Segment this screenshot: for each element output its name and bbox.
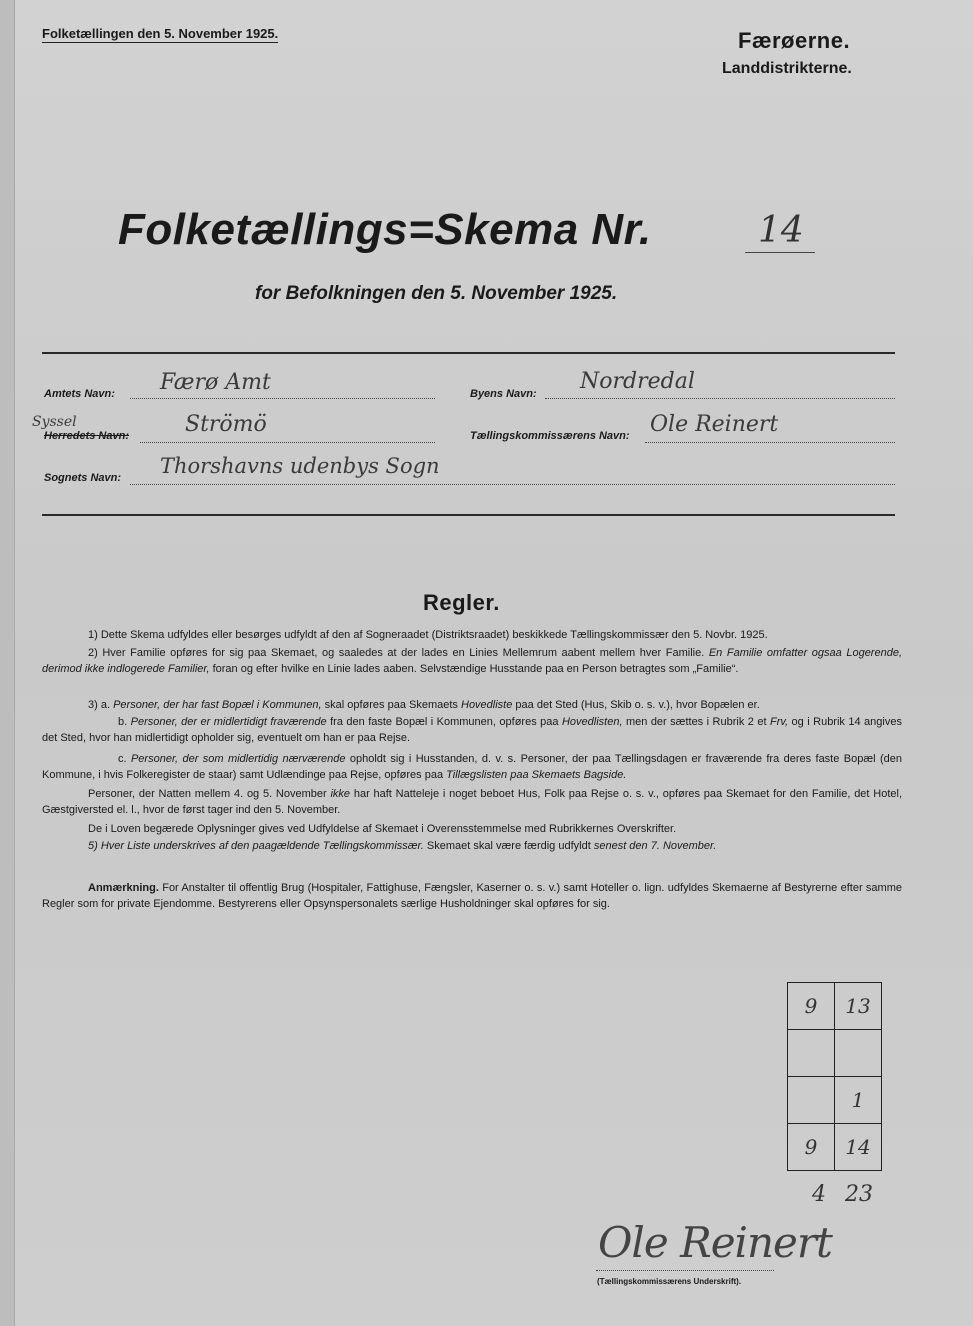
by-label: Byens Navn: [470, 388, 537, 400]
rule-3d-text: Personer, der Natten mellem 4. og 5. November [88, 788, 327, 800]
table-row [788, 1124, 882, 1171]
rule-5-text: Skemaet skal være færdig udfyldt [426, 840, 591, 852]
rule-3d-text-2: har haft Natteleje i noget beboet Hus, Folk paa Rejse o. s. v., opføres paa Skemaet for den Familie, det Hotel, Gæstgiversted el. l., hvor de først tager ind den 5. November. [42, 788, 903, 816]
tally-table [787, 982, 882, 1171]
tally-cell: 9 [788, 983, 835, 1030]
form-number: 14 [758, 210, 804, 251]
amt-label: Amtets Navn: [44, 388, 115, 400]
rule-3b-text-2: men der sættes i Rubrik 2 et [625, 716, 767, 728]
signature-caption: (Tællingskommissærens Underskrift). [597, 1277, 742, 1286]
rule-3a-italic-2: Hovedliste [461, 699, 513, 711]
rule-2-text-b: foran og efter hvilke en Linie lades aaben. Selvstændige Husstande paa en Person betragtes som „Familie“. [212, 663, 739, 675]
rules-heading: Regler. [423, 590, 500, 615]
rule-3a-text: skal opføres paa Skemaets [324, 699, 458, 711]
rule-3d-italic: ikke [330, 788, 351, 800]
rule-5 [42, 838, 902, 854]
rule-3b-text: fra den faste Bopæl i Kommunen, opføres paa [330, 716, 559, 728]
herred-value: Strömö [185, 412, 267, 437]
signature-line [596, 1270, 774, 1271]
top-divider [42, 352, 895, 354]
form-number-line [745, 252, 815, 253]
rule-3c-text: opholdt sig i Husstanden, d. v. s. Personer, der paa Tællingsdagen er fraværende fra deres faste Bopæl (den Kommune, i hvis Folkeregister de staar) samt Udlændinge paa Rejse, opføres paa [42, 753, 902, 781]
rule-3b-italic: Personer, der er midlertidigt fraværende [130, 716, 327, 728]
census-header-line: Folketællingen den 5. November 1925. [42, 26, 279, 41]
region-label: Færøerne. [738, 28, 851, 53]
form-title: Folketællings=Skema Nr. [118, 205, 652, 254]
tally-cell: 13 [835, 983, 882, 1030]
sogn-label: Sognets Navn: [44, 472, 122, 484]
rule-3a-text-2: paa det Sted (Hus, Skib o. s. v.), hvor Bopælen er. [515, 699, 760, 711]
herred-label: Herredets Navn: [44, 430, 129, 442]
amt-value: Færø Amt [160, 370, 271, 395]
rule-1: 1) Dette Skema udfyldes eller besørges udfyldt af den af Sogneraadet (Distriktsraadet) beskikkede Tællingskommissær den 5. Novbr. 1925. [88, 629, 768, 641]
rule-3a-italic: Personer, der har fast Bopæl i Kommunen, [113, 699, 322, 711]
rule-3c-italic: Personer, der som midlertidig nærværende [130, 753, 346, 765]
tally-cell [835, 1030, 882, 1077]
rule-5-italic-2: senest den 7. November. [593, 840, 717, 852]
tally-cell [788, 1077, 835, 1124]
bottom-divider [42, 514, 895, 516]
rule-2 [42, 645, 902, 677]
form-subtitle: for Befolkningen den 5. November 1925. [255, 283, 618, 304]
rule-3a: 3) a. Personer, der har fast Bopæl i Kommunen, skal opføres paa Skemaets Hovedliste paa det Sted (Hus, Skib o. s. v.), hvor Bopælen er. [88, 699, 760, 711]
table-row [788, 1077, 882, 1124]
note-label: Anmærkning. [88, 882, 159, 894]
district-label: Landdistrikterne. [722, 60, 852, 77]
note-text: For Anstalter til offentlig Brug (Hospitaler, Fattighuse, Fængsler, Kaserner o. s. v.) samt Hoteller o. lign. udfyldes Skemaerne af Bestyrerne efter samme Regler som for private Ejendomme. Bestyrerens eller Opsynspersonalets særlige Husholdninger skal opføres for sig. [42, 882, 902, 910]
rule-3b-italic-3: Frv, [769, 716, 789, 728]
rule-3c-italic-2: Tillægslisten paa Skemaets Bagside. [446, 769, 627, 781]
commissioner-value: Ole Reinert [650, 412, 779, 437]
commissioner-label: Tællingskommissærens Navn: [470, 430, 630, 442]
signature: Ole Reinert [598, 1218, 832, 1267]
by-value: Nordredal [580, 369, 695, 394]
tally-cell: 1 [835, 1077, 882, 1124]
sogn-value: Thorshavns udenbys Sogn [160, 454, 440, 478]
rule-4: De i Loven begærede Oplysninger gives ved Udfyldelse af Skemaet i Overensstemmelse med Rubrikkernes Overskrifter. [88, 823, 677, 835]
rule-3b-text-3: og i Rubrik 14 angives det Sted, hvor han midlertidigt opholder sig, eventuelt om han er paa Rejse. [42, 716, 902, 744]
tally-cell [788, 1030, 835, 1077]
table-row [788, 983, 882, 1030]
rule-3d [42, 786, 902, 818]
rule-5-italic: 5) Hver Liste underskrives af den paagældende Tællingskommissær. [88, 840, 424, 852]
tally-cell: 9 [788, 1124, 835, 1171]
herred-correction: Syssel [32, 414, 77, 430]
page-edge [0, 0, 15, 1326]
rule-2-italic: En Familie omfatter ogsaa Logerende, derimod ikke indlogerede Familier, [42, 647, 902, 675]
rule-3c: c. Personer, der som midlertidig nærværende opholdt sig i Husstanden, d. v. s. Personer, der paa Tællingsdagen er fraværende fra deres faste Bopæl (den Kommune, i hvis Folkeregister de staar) samt Udlændinge paa Rejse, opføres paa Tillægslisten paa Skemaets Bagside. [42, 753, 902, 781]
tally-total-right: 23 [845, 1182, 873, 1207]
table-row [788, 1030, 882, 1077]
rule-3b: b. Personer, der er midlertidigt fraværende fra den faste Bopæl i Kommunen, opføres paa Hovedlisten, men der sættes i Rubrik 2 et Frv, og i Rubrik 14 angives det Sted, hvor han midlertidigt opholder sig, eventuelt om han er paa Rejse. [42, 716, 902, 744]
tally-total-left: 4 [812, 1182, 826, 1207]
note [42, 880, 902, 912]
rule-2-text-a: 2) Hver Familie opføres for sig paa Skemaet, og saaledes at der lades en Linies Mellemrum aabent mellem hver Familie. [88, 647, 705, 659]
rule-3b-italic-2: Hovedlisten, [561, 716, 623, 728]
tally-cell: 14 [835, 1124, 882, 1171]
